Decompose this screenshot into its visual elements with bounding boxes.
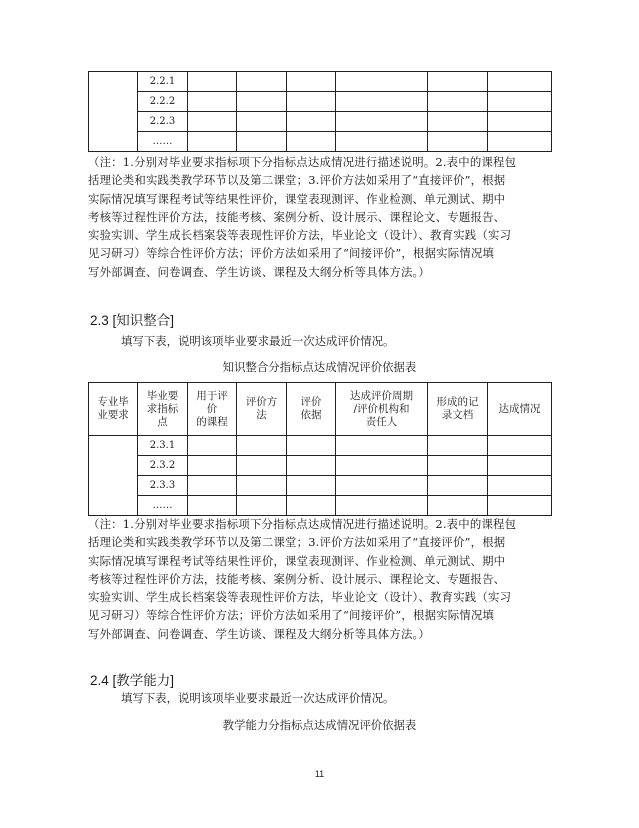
- column-header: [428, 383, 488, 436]
- note-line: 括理论类和实践类教学环节以及第二课堂；3.评价方法如采用了“直接评价”，根据: [88, 173, 506, 188]
- merged-requirement-cell: [89, 436, 138, 516]
- table-cell: [336, 132, 428, 152]
- table-header-row: [89, 383, 552, 436]
- section-heading-2-3: 2.3 [知识整合]: [90, 313, 175, 328]
- table-cell: [428, 112, 488, 132]
- table-cell: [336, 92, 428, 112]
- table-cell: [428, 92, 488, 112]
- table-cell: [488, 436, 552, 456]
- table-row: [89, 112, 552, 132]
- table-row: [89, 456, 552, 476]
- note-line: 括理论类和实践类教学环节以及第二课堂；3.评价方法如采用了“直接评价”，根据: [88, 535, 506, 550]
- column-header: [488, 383, 552, 436]
- table-note-2: [88, 515, 556, 643]
- table-cell: [488, 92, 552, 112]
- table-row: [89, 132, 552, 152]
- page-number: 11: [314, 769, 325, 779]
- column-header-line: 责任人: [365, 415, 398, 428]
- table-2-3: [88, 382, 552, 516]
- table-cell: [287, 496, 336, 516]
- column-header-line: 价: [206, 402, 218, 415]
- table-cell: [428, 72, 488, 92]
- table-2-2-continued: [88, 71, 552, 152]
- table-cell: [488, 496, 552, 516]
- column-header-line: 求指标: [146, 402, 179, 415]
- table-cell: [336, 112, 428, 132]
- indicator-cell: ……: [138, 132, 188, 152]
- section-intro-2-3: 填写下表，说明该项毕业要求最近一次达成评价情况。: [121, 334, 395, 348]
- column-header: [287, 383, 336, 436]
- column-header: [336, 383, 428, 436]
- table-cell: [428, 476, 488, 496]
- column-header-line: 达成评价周期: [350, 389, 413, 402]
- table-cell: [287, 92, 336, 112]
- table-cell: [188, 72, 237, 92]
- indicator-cell: 2.2.1: [138, 72, 188, 92]
- table-cell: [488, 72, 552, 92]
- column-header-line: 达成情况: [498, 402, 541, 415]
- table-row: [89, 92, 552, 112]
- table-cell: [188, 92, 237, 112]
- column-header-line: 毕业要: [146, 389, 179, 402]
- table-cell: [336, 456, 428, 476]
- column-header: [237, 383, 287, 436]
- table-cell: [188, 436, 237, 456]
- table-cell: [488, 456, 552, 476]
- table-cell: [237, 112, 287, 132]
- table-cell: [188, 112, 237, 132]
- table-cell: [188, 496, 237, 516]
- column-header: [188, 383, 237, 436]
- table-cell: [488, 476, 552, 496]
- indicator-cell: ……: [138, 496, 188, 516]
- table-cell: [488, 132, 552, 152]
- table-cell: [428, 456, 488, 476]
- table-cell: [237, 476, 287, 496]
- column-header-line: 专业毕: [97, 396, 129, 408]
- note-line: 写外部调查、问卷调查、学生访谈、课程及大纲分析等具体方法。）: [88, 264, 431, 279]
- table-cell: [237, 92, 287, 112]
- table-row: [89, 476, 552, 496]
- column-header: [138, 383, 188, 436]
- table-cell: [188, 476, 237, 496]
- note-line: 实际情况填写课程考试等结果性评价，课堂表现测评、作业检测、单元测试、期中: [88, 553, 506, 568]
- column-header-line: /评价机构和: [353, 402, 410, 415]
- table-cell: [237, 456, 287, 476]
- note-line: （注：1.分别对毕业要求指标项下分指标点达成情况进行描述说明。2.表中的课程包: [88, 155, 517, 169]
- section-intro-2-4: 填写下表，说明该项毕业要求最近一次达成评价情况。: [121, 691, 395, 705]
- column-header-line: 评价方: [245, 396, 278, 408]
- indicator-cell: 2.2.3: [138, 112, 188, 132]
- table-cell: [237, 132, 287, 152]
- table-cell: [188, 132, 237, 152]
- column-header-line: 依据: [300, 409, 322, 421]
- table-caption-2-4: 教学能力分指标点达成情况评价依据表: [222, 718, 417, 732]
- table-row: [89, 436, 552, 456]
- indicator-cell: 2.3.1: [138, 436, 188, 456]
- table-row: [89, 72, 552, 92]
- table-cell: [287, 132, 336, 152]
- column-header-line: 形成的记: [436, 396, 479, 408]
- section-heading-2-4: 2.4 [教学能力]: [90, 673, 175, 688]
- table-caption-2-3: 知识整合分指标点达成情况评价依据表: [222, 360, 417, 374]
- note-line: 实验实训、学生成长档案袋等表现性评价方法，毕业论文（设计）、教育实践（实习: [88, 228, 512, 243]
- table-cell: [336, 496, 428, 516]
- note-line: 考核等过程性评价方法，技能考核、案例分析、设计展示、课程论文、专题报告、: [88, 209, 506, 224]
- table-cell: [188, 456, 237, 476]
- table-cell: [237, 436, 287, 456]
- table-cell: [237, 72, 287, 92]
- note-line: 见习研习）等综合性评价方法；评价方法如采用了“间接评价”，根据实际情况填: [88, 246, 495, 261]
- column-header-line: 录文档: [441, 409, 474, 421]
- table-cell: [428, 132, 488, 152]
- note-line: 考核等过程性评价方法，技能考核、案例分析、设计展示、课程论文、专题报告、: [88, 571, 506, 586]
- indicator-cell: 2.2.2: [138, 92, 188, 112]
- column-header-line: 法: [256, 409, 267, 421]
- indicator-cell: 2.3.3: [138, 476, 188, 496]
- column-header-line: 用于评: [196, 389, 228, 402]
- column-header-line: 评价: [300, 396, 322, 408]
- table-row: [89, 496, 552, 516]
- table-cell: [287, 112, 336, 132]
- table-cell: [287, 456, 336, 476]
- table-cell: [287, 72, 336, 92]
- note-line: 见习研习）等综合性评价方法；评价方法如采用了“间接评价”，根据实际情况填: [88, 608, 495, 623]
- table-cell: [488, 112, 552, 132]
- merged-requirement-cell: [89, 72, 138, 152]
- table-cell: [336, 72, 428, 92]
- table-cell: [428, 436, 488, 456]
- note-line: 实际情况填写课程考试等结果性评价，课堂表现测评、作业检测、单元测试、期中: [88, 191, 506, 206]
- table-cell: [428, 496, 488, 516]
- column-header: [89, 383, 138, 436]
- table-cell: [287, 436, 336, 456]
- table-note-1: [88, 153, 556, 281]
- column-header-line: 点: [157, 415, 168, 428]
- note-line: （注：1.分别对毕业要求指标项下分指标点达成情况进行描述说明。2.表中的课程包: [88, 517, 517, 531]
- note-line: 实验实训、学生成长档案袋等表现性评价方法，毕业论文（设计）、教育实践（实习: [88, 590, 512, 605]
- table-cell: [287, 476, 336, 496]
- note-line: 写外部调查、问卷调查、学生访谈、课程及大纲分析等具体方法。）: [88, 626, 431, 641]
- table-cell: [237, 496, 287, 516]
- table-cell: [336, 436, 428, 456]
- indicator-cell: 2.3.2: [138, 456, 188, 476]
- column-header-line: 的课程: [196, 415, 228, 428]
- column-header-line: 业要求: [97, 409, 129, 421]
- table-cell: [336, 476, 428, 496]
